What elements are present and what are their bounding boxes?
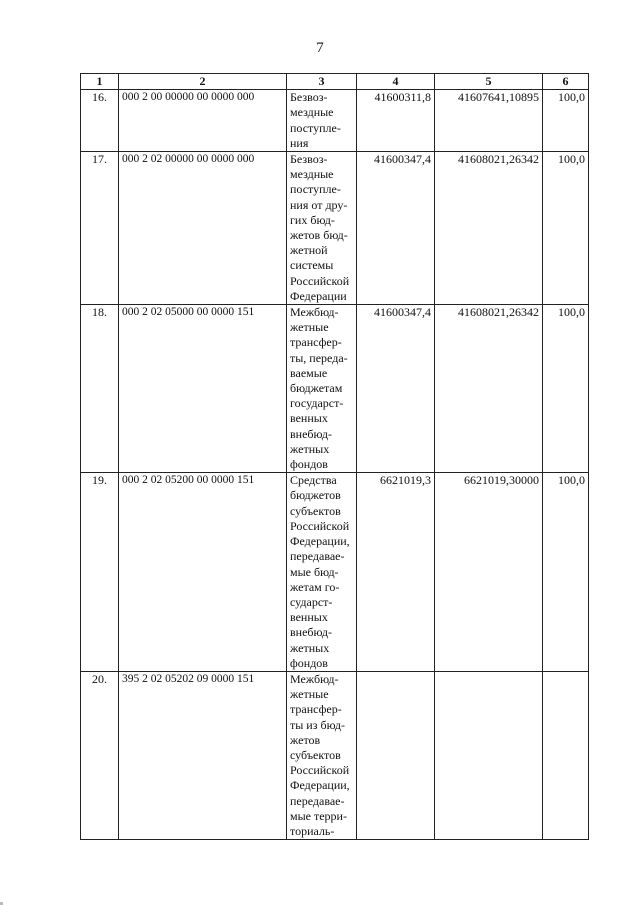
budget-code: 000 2 02 05000 00 0000 151: [119, 305, 287, 473]
revenue-name-line: венных: [290, 610, 328, 625]
row-number: 17.: [81, 152, 119, 305]
revenue-name-line: гих бюд-: [290, 212, 335, 227]
revenue-name-line: внебюд-: [290, 426, 332, 441]
revenue-name-line: Федерации: [290, 288, 347, 303]
execution-percent: 100,0: [543, 473, 589, 672]
revenue-name-line: трансфер-: [290, 335, 342, 350]
revenue-name-line: жетов бюд-: [290, 228, 348, 243]
revenue-name-line: ториаль-: [290, 823, 335, 838]
revenue-name-line: фондов: [290, 457, 328, 472]
budget-table: [80, 73, 589, 840]
revenue-name-line: жетной: [290, 243, 328, 258]
approved-amount: 41600347,4: [357, 152, 435, 305]
header-col-6: 6: [543, 74, 589, 90]
revenue-name-line: жетам го-: [290, 579, 340, 594]
budget-code: 000 2 02 05200 00 0000 151: [119, 473, 287, 672]
table-row: [81, 473, 589, 672]
budget-code: 000 2 02 00000 00 0000 000: [119, 152, 287, 305]
approved-amount: [357, 671, 435, 839]
row-number: 18.: [81, 305, 119, 473]
revenue-name-line: Межбюд-: [290, 671, 339, 686]
revenue-name: [287, 473, 357, 672]
table-row: [81, 671, 589, 839]
revenue-name-line: передавае-: [290, 549, 345, 564]
budget-code: 395 2 02 05202 09 0000 151: [119, 671, 287, 839]
header-col-1: 1: [81, 74, 119, 90]
revenue-name-line: мые бюд-: [290, 564, 339, 579]
executed-amount: [435, 671, 543, 839]
header-col-4: 4: [357, 74, 435, 90]
revenue-name-line: ваемые: [290, 365, 328, 380]
revenue-name-line: субъектов: [290, 503, 341, 518]
revenue-name-line: жетов: [290, 732, 321, 747]
revenue-name-line: мые терри-: [290, 808, 347, 823]
table-row: [81, 305, 589, 473]
revenue-name-line: государст-: [290, 396, 344, 411]
revenue-name: [287, 90, 357, 152]
revenue-name-line: Российской: [290, 763, 350, 778]
revenue-name-line: жетные: [290, 320, 329, 335]
revenue-name-line: трансфер-: [290, 702, 342, 717]
executed-amount: 6621019,30000: [435, 473, 543, 672]
revenue-name-line: ния: [290, 135, 309, 150]
revenue-name-line: мездные: [290, 167, 334, 182]
revenue-name-line: Безвоз-: [290, 152, 328, 167]
header-col-3: 3: [287, 74, 357, 90]
revenue-name-line: Федерации,: [290, 778, 350, 793]
approved-amount: 41600311,8: [357, 90, 435, 152]
revenue-name-line: передавае-: [290, 793, 345, 808]
revenue-name-line: жетные: [290, 687, 329, 702]
revenue-name-line: венных: [290, 411, 328, 426]
revenue-name-line: поступле-: [290, 182, 341, 197]
execution-percent: 100,0: [543, 90, 589, 152]
revenue-name-line: бюджетам: [290, 381, 343, 396]
revenue-name-line: Межбюд-: [290, 305, 339, 320]
executed-amount: 41608021,26342: [435, 305, 543, 473]
header-col-5: 5: [435, 74, 543, 90]
header-col-2: 2: [119, 74, 287, 90]
revenue-name-line: Российской: [290, 518, 350, 533]
revenue-name: [287, 152, 357, 305]
table-body: [81, 90, 589, 840]
execution-percent: 100,0: [543, 152, 589, 305]
revenue-name-line: поступле-: [290, 120, 341, 135]
row-number: 16.: [81, 90, 119, 152]
revenue-name-line: ты из бюд-: [290, 717, 346, 732]
revenue-name-line: сударст-: [290, 594, 333, 609]
revenue-name-line: внебюд-: [290, 625, 332, 640]
row-number: 19.: [81, 473, 119, 672]
revenue-name-line: субъектов: [290, 747, 341, 762]
approved-amount: 6621019,3: [357, 473, 435, 672]
executed-amount: 41607641,10895: [435, 90, 543, 152]
revenue-name-line: мездные: [290, 105, 334, 120]
table-row: [81, 152, 589, 305]
revenue-name-line: жетных: [290, 441, 330, 456]
revenue-name: [287, 305, 357, 473]
revenue-name-line: системы: [290, 258, 334, 273]
header-row: [81, 74, 589, 90]
revenue-name-line: Безвоз-: [290, 90, 328, 105]
row-number: 20.: [81, 671, 119, 839]
revenue-name: [287, 671, 357, 839]
revenue-name-line: Федерации,: [290, 534, 350, 549]
revenue-name-line: фондов: [290, 655, 328, 670]
page-number: 7: [316, 40, 324, 56]
execution-percent: 100,0: [543, 305, 589, 473]
revenue-name-line: Российской: [290, 273, 350, 288]
revenue-name-line: ния от дру-: [290, 197, 348, 212]
executed-amount: 41608021,26342: [435, 152, 543, 305]
table-row: [81, 90, 589, 152]
budget-code: 000 2 00 00000 00 0000 000: [119, 90, 287, 152]
revenue-name-line: бюджетов: [290, 488, 341, 503]
revenue-name-line: Средства: [290, 473, 337, 488]
approved-amount: 41600347,4: [357, 305, 435, 473]
execution-percent: [543, 671, 589, 839]
revenue-name-line: жетных: [290, 640, 330, 655]
revenue-name-line: ты, переда-: [290, 350, 348, 365]
